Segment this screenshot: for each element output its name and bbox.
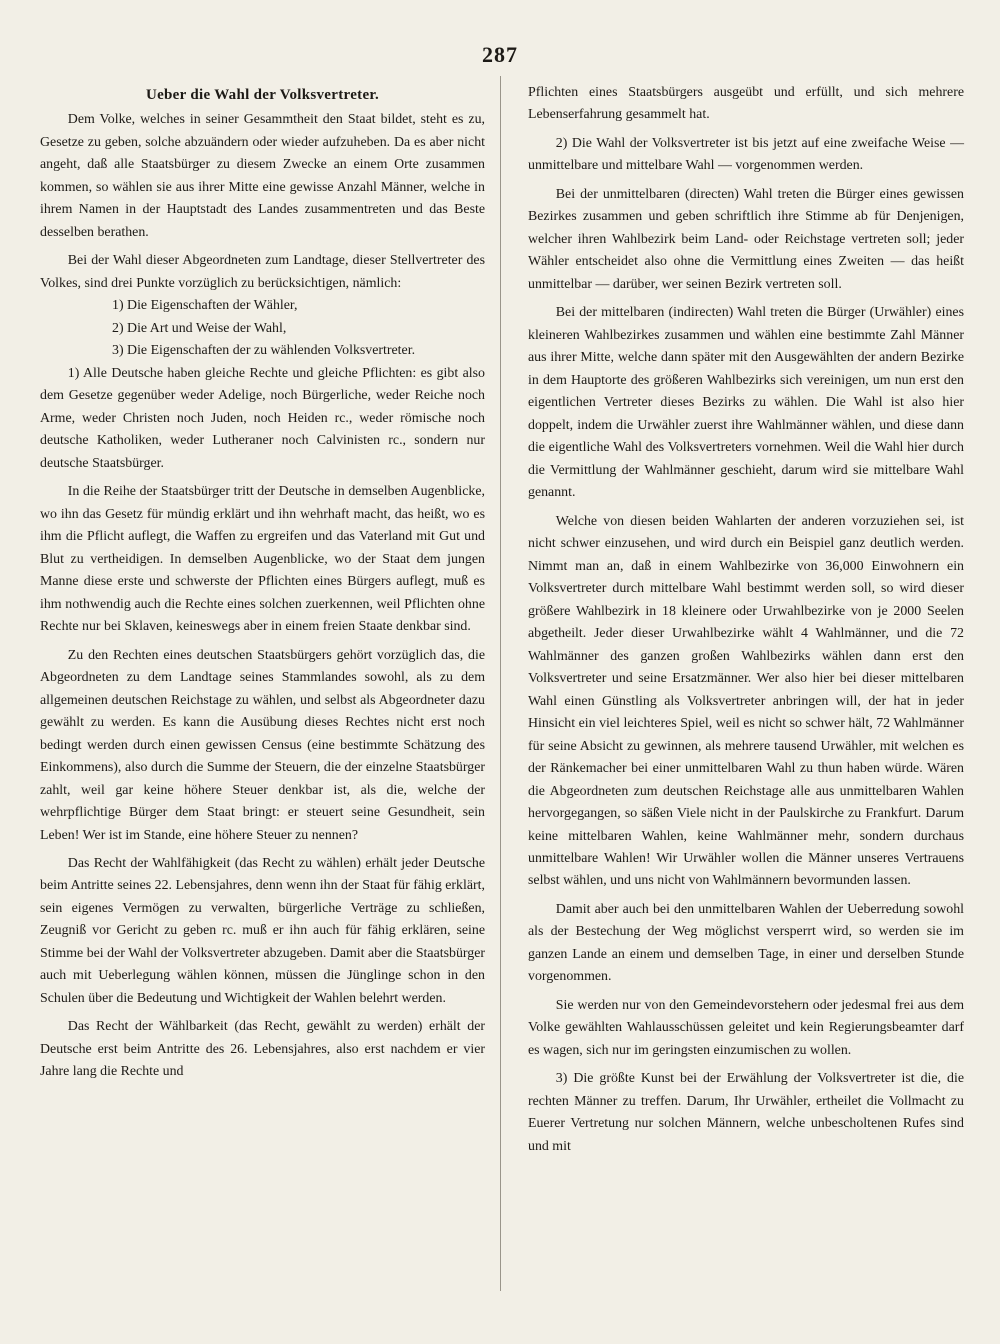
paragraph: 1) Alle Deutsche haben gleiche Rechte und gleiche Pflichten: es gibt also dem Gesetze gegenüber weder Adelige, noch Bürgerliche, weder Reiche noch Arme, weder Christen noch Juden, noch Heiden rc., weder römische noch deutsche Katholiken, weder Lutheraner noch Calvinisten rc., sondern nur deutsche Staatsbürger. [40,365,485,471]
paragraph: Bei der mittelbaren (indirecten) Wahl treten die Bürger (Urwähler) eines kleineren Wahlbezirkes zusammen und wählen eine bestimmte Zahl Männer aus ihrer Mitte, welche dann später mit den Ausgewählten der andern Bezirke in dem Hauptorte des größeren Wahlbezirks sich vereinigen, um nun erst den eigentlichen Vertreter dieses Bezirks zu wählen. Die Wahl ist also hier doppelt, indem die Urwähler zuerst ihre Wahlmänner wählen, und diese dann die eigentliche Wahl des Volksvertreters vornehmen. Weil die Wahl hier durch die Vermittlung der Wahlmänner geschieht, darum wird sie mittelbare Wahl genannt. [528,305,964,501]
paragraph: Das Recht der Wählbarkeit (das Recht, gewählt zu werden) erhält der Deutsche erst beim Antritte des 26. Lebensjahres, also erst nachdem er vier Jahre lang die Rechte und [40,1019,485,1080]
continued-paragraph: Pflichten eines Staatsbürgers ausgeübt und erfüllt, und sich mehrere Lebenserfahrung gesammelt hat. [528,85,964,123]
right-column [528,82,964,1158]
paragraph: Zu den Rechten eines deutschen Staatsbürgers gehört vorzüglich das, die Abgeordneten zu dem Landtage seines Stammlandes sowohl, als zu dem allgemeinen deutschen Reichstage zu wählen, und selbst als Abgeordneter dazu gewählt zu werden. Es kann die Ausübung dieses Rechtes nicht erst noch bedingt werden durch einen gewissen Census (eine bestimmte Schätzung des Einkommens), also durch die Summe der Steuern, die der einzelne Staatsbürger zahlt, weil gar keine höhere Steuer denkbar ist, als die, welche der wehrpflichtige Bürger dem Staat bringt: er steuert seine Gesundheit, sein Leben! Wer ist im Stande, eine höhere Steuer zu nennen? [40,647,485,843]
paragraph: Das Recht der Wahlfähigkeit (das Recht zu wählen) erhält jeder Deutsche beim Antritte seines 22. Lebensjahres, denn wenn ihn der Staat für fähig erklärt, sein eigenes Vermögen zu verwalten, bürgerliche Verträge zu schließen, Zeugniß vor Gericht zu geben rc. muß er ihn auch für fähig erklären, seine Stimme bei der Wahl der Volksvertreter abzugeben. Damit aber die Staatsbürger auch mit Ueberlegung wählen können, müssen die Jünglinge schon in den Schulen über die Bedeutung und Wichtigkeit der Wahlen belehrt werden. [40,855,485,1006]
paragraph: Damit aber auch bei den unmittelbaren Wahlen der Ueberredung sowohl als der Bestechung der Weg möglichst versperrt wird, so werden sie im ganzen Lande an einem und demselben Tage, in einer und derselben Stunde vorgenommen. [528,901,964,985]
points-intro-paragraph: Bei der Wahl dieser Abgeordneten zum Landtage, dieser Stellvertreter des Volkes, sind drei Punkte vorzüglich zu berücksichtigen, nämlich: [40,253,485,291]
point-item: 3) Die Eigenschaften der zu wählenden Volksvertreter. [112,343,416,359]
paragraph: Bei der unmittelbaren (directen) Wahl treten die Bürger eines gewissen Bezirkes zusammen und geben schriftlich ihre Stimme ab für Denjenigen, welcher ihren Wahlbezirk beim Land- oder Reichstage vertreten soll; jeder Wähler entscheidet also ohne die Vermittlung eines Zweiten — das heißt unmittelbar — darüber, wer seinen Bezirk vertreten soll. [528,186,964,292]
column-divider [500,76,501,1291]
point-item: 1) Die Eigenschaften der Wähler, [112,298,298,314]
point-item: 2) Die Art und Weise der Wahl, [112,320,287,336]
paragraph: 3) Die größte Kunst bei der Erwählung der Volksvertreter ist die, die rechten Männer zu treffen. Darum, Ihr Urwähler, ertheilet die Vollmacht zu Euerer Vertretung nur solchen Männern, welche unbescholtenen Rufes sind und mit [528,1071,964,1154]
article-title: Ueber die Wahl der Volksvertreter. [145,87,380,103]
paragraph: In die Reihe der Staatsbürger tritt der Deutsche in demselben Augenblicke, wo ihn das Gesetz für mündig erklärt und ihn wehrhaft macht, das heißt, wo es ihm die Pflicht auflegt, die Waffen zu ergreifen und das Vaterland mit Gut und Blut zu vertheidigen. In demselben Augenblicke, wo der Staat dem jungen Manne diese erste und schwerste der Pflichten eines Bürgers auflegt, muß es ihm nothwendig auch die Rechte eines solchen zuerkennen, weil Pflichten ohne Rechte nur bei Sklaven, keineswegs aber in einem freien Staate denkbar sind. [40,484,485,635]
paragraph: Sie werden nur von den Gemeindevorstehern oder jedesmal frei aus dem Volke gewählten Wahlausschüssen geleitet und kein Regierungsbeamter darf es wagen, sich nur im geringsten einzumischen zu wollen. [528,997,964,1058]
intro-paragraph: Dem Volke, welches in seiner Gesammtheit den Staat bildet, steht es zu, Gesetze zu geben, solche abzuändern oder wieder aufzuheben. Da es aber nicht angeht, daß alle Staatsbürger zu diesem Zwecke an einem Orte zusammen kommen, so wählen sie aus ihrer Mitte eine gewisse Anzahl Männer, welche in ihrem Namen in der Hauptstadt des Landes zusammentreten und das Beste desselben berathen. [40,112,485,240]
points-list [40,295,485,362]
page-number: 287 [482,42,518,67]
paragraph: Welche von diesen beiden Wahlarten der anderen vorzuziehen sei, ist nicht schwer einzusehen, und wird durch ein Beispiel ganz deutlich werden. Nimmt man an, daß in einem Wahlbezirke von 36,000 Einwohnern ein Volksvertreter durch mittelbare Wahl bestimmt werden soll, so wird dieser größere Wahlbezirk in 18 kleinere oder Urwahlbezirke von je 2000 Seelen abgetheilt. Jeder dieser Urwahlbezirke wählt 4 Wahlmänner, und die 72 Wahlmänner des ganzen großen Wahlbezirks wählen dann erst den Volksvertreter und seine Ersatzmänner. Wer also hier bei dieser mittelbaren Wahl einen Günstling als Volksvertreter anbringen will, der hat in jeder Hinsicht ein viel leichteres Spiel, weil es nicht so schwer hält, 72 Wahlmänner für seine Absicht zu gewinnen, als mehrere tausend Urwähler, mit welchen es der Ränkemacher bei einer unmittelbaren Wahl zu thun haben würde. Wären die Abgeordneten zum deutschen Reichstage alle aus unmittelbaren Wahlen hervorgegangen, so säßen Viele nicht in der Paulskirche zu Frankfurt. Darum keine mittelbaren Wahlen, keine Wahlmänner mehr, sondern durchaus unmittelbare Wahlen! Wir Urwähler wollen die Männer unseres Vertrauens selbst wählen, und uns nicht von Wahlmännern bevormunden lassen. [528,513,964,889]
paragraph: 2) Die Wahl der Volksvertreter ist bis jetzt auf eine zweifache Weise — unmittelbare und mittelbare Wahl — vorgenommen werden. [528,135,964,174]
left-column [40,84,485,1084]
